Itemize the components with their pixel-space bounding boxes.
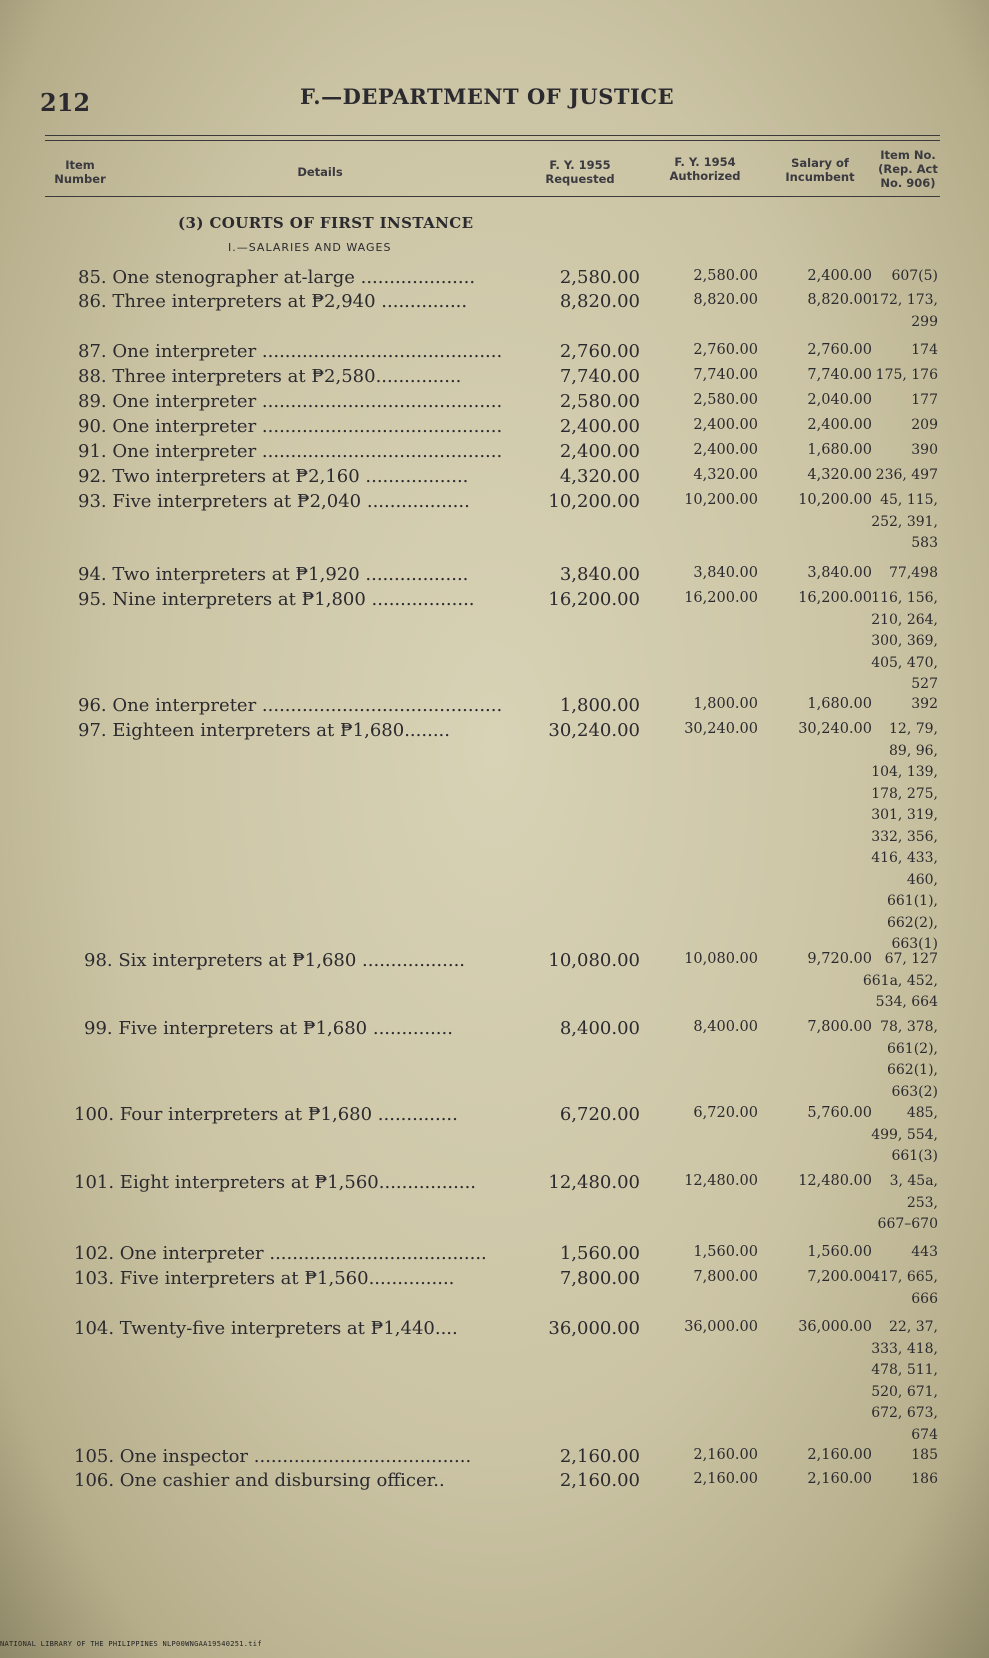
- row-authorized: 6,720.00: [693, 1105, 758, 1121]
- row-detail: 106. One cashier and disbursing officer..: [74, 1470, 445, 1491]
- row-salary: 2,760.00: [807, 342, 872, 358]
- row-salary: 30,240.00: [798, 721, 872, 737]
- row-requested: 30,240.00: [548, 720, 640, 741]
- row-authorized: 12,480.00: [684, 1173, 758, 1189]
- row-item-no: 172, 173, 299: [871, 292, 938, 330]
- row-item-no: 67, 127 661a, 452, 534, 664: [862, 951, 938, 1010]
- row-requested: 7,740.00: [559, 366, 640, 387]
- row-salary: 2,040.00: [807, 392, 872, 408]
- page-number: 212: [40, 88, 91, 117]
- row-requested: 6,720.00: [559, 1104, 640, 1125]
- row-detail: 96. One interpreter ..........................................: [78, 695, 503, 716]
- row-item-no: 175, 176: [875, 367, 938, 383]
- row-item-no: 607(5): [891, 268, 938, 284]
- row-salary: 7,800.00: [807, 1019, 872, 1035]
- row-detail: 85. One stenographer at-large ....................: [78, 267, 476, 288]
- row-requested: 2,580.00: [559, 391, 640, 412]
- row-salary: 2,400.00: [807, 417, 872, 433]
- row-salary: 7,200.00: [807, 1269, 872, 1285]
- row-detail: 94. Two interpreters at ₱1,920 ..................: [78, 564, 469, 585]
- row-item-no: 77,498: [889, 565, 938, 581]
- row-requested: 1,560.00: [559, 1243, 640, 1264]
- row-authorized: 7,800.00: [693, 1269, 758, 1285]
- row-item-no: 443: [911, 1244, 938, 1260]
- header-rule-top-2: [45, 140, 940, 141]
- row-detail: 99. Five interpreters at ₱1,680 ..............: [84, 1018, 453, 1039]
- row-detail: 88. Three interpreters at ₱2,580...............: [78, 366, 462, 387]
- row-salary: 1,560.00: [807, 1244, 872, 1260]
- row-detail: 98. Six interpreters at ₱1,680 ..................: [84, 950, 466, 971]
- row-authorized: 3,840.00: [693, 565, 758, 581]
- row-item-no: 174: [911, 342, 938, 358]
- row-authorized: 8,820.00: [693, 292, 758, 308]
- row-requested: 36,000.00: [548, 1318, 640, 1339]
- row-salary: 16,200.00: [798, 590, 872, 606]
- row-salary: 2,160.00: [807, 1447, 872, 1463]
- row-salary: 2,400.00: [807, 268, 872, 284]
- row-authorized: 2,580.00: [693, 268, 758, 284]
- section-title: (3) COURTS OF FIRST INSTANCE: [178, 214, 474, 232]
- row-detail: 102. One interpreter ......................................: [74, 1243, 487, 1264]
- row-authorized: 2,760.00: [693, 342, 758, 358]
- row-requested: 3,840.00: [559, 564, 640, 585]
- row-requested: 2,760.00: [559, 341, 640, 362]
- row-item-no: 390: [911, 442, 938, 458]
- row-detail: 105. One inspector ......................................: [74, 1446, 472, 1467]
- row-item-no: 485, 499, 554, 661(3): [871, 1105, 938, 1164]
- row-authorized: 2,400.00: [693, 442, 758, 458]
- row-detail: 93. Five interpreters at ₱2,040 ..................: [78, 491, 470, 512]
- row-item-no: 392: [911, 696, 938, 712]
- row-item-no: 3, 45a, 253, 667–670: [877, 1173, 938, 1232]
- row-item-no: 22, 37, 333, 418, 478, 511, 520, 671, 672, 673, 674: [871, 1319, 938, 1443]
- row-item-no: 78, 378, 661(2), 662(1), 663(2): [880, 1019, 938, 1100]
- row-salary: 3,840.00: [807, 565, 872, 581]
- row-detail: 95. Nine interpreters at ₱1,800 ..................: [78, 589, 475, 610]
- row-authorized: 30,240.00: [684, 721, 758, 737]
- row-item-no: 12, 79, 89, 96, 104, 139, 178, 275, 301, 319, 332, 356, 416, 433, 460, 661(1), 662(2), 663(1): [871, 721, 938, 952]
- row-authorized: 2,160.00: [693, 1447, 758, 1463]
- row-salary: 2,160.00: [807, 1471, 872, 1487]
- header-rule-bottom: [45, 196, 940, 197]
- row-salary: 36,000.00: [798, 1319, 872, 1335]
- row-item-no: 177: [911, 392, 938, 408]
- row-requested: 2,160.00: [559, 1446, 640, 1467]
- column-header-salary: Salary of Incumbent: [785, 156, 855, 184]
- row-item-no: 185: [911, 1447, 938, 1463]
- row-salary: 1,680.00: [807, 442, 872, 458]
- row-salary: 10,200.00: [798, 492, 872, 508]
- row-requested: 2,160.00: [559, 1470, 640, 1491]
- row-detail: 87. One interpreter ..........................................: [78, 341, 503, 362]
- row-salary: 9,720.00: [807, 951, 872, 967]
- row-requested: 8,400.00: [559, 1018, 640, 1039]
- header-rule-top: [45, 135, 940, 136]
- row-authorized: 2,580.00: [693, 392, 758, 408]
- row-requested: 16,200.00: [548, 589, 640, 610]
- row-detail: 104. Twenty-five interpreters at ₱1,440....: [74, 1318, 458, 1339]
- row-authorized: 16,200.00: [684, 590, 758, 606]
- row-detail: 103. Five interpreters at ₱1,560...............: [74, 1268, 455, 1289]
- row-detail: 89. One interpreter ..........................................: [78, 391, 503, 412]
- row-requested: 12,480.00: [548, 1172, 640, 1193]
- row-detail: 100. Four interpreters at ₱1,680 ..............: [74, 1104, 458, 1125]
- row-item-no: 45, 115, 252, 391, 583: [871, 492, 938, 551]
- row-requested: 10,200.00: [548, 491, 640, 512]
- row-item-no: 209: [911, 417, 938, 433]
- row-requested: 2,400.00: [559, 441, 640, 462]
- column-header-item-no: Item No. (Rep. Act No. 906): [878, 148, 938, 190]
- column-header-details: Details: [297, 165, 343, 179]
- row-item-no: 186: [911, 1471, 938, 1487]
- row-authorized: 2,160.00: [693, 1471, 758, 1487]
- row-requested: 7,800.00: [559, 1268, 640, 1289]
- row-salary: 4,320.00: [807, 467, 872, 483]
- row-salary: 7,740.00: [807, 367, 872, 383]
- scan-footer: NATIONAL LIBRARY OF THE PHILIPPINES NLP00WNGAA19540251.tif: [0, 1640, 262, 1648]
- row-requested: 2,580.00: [559, 267, 640, 288]
- department-title: F.—DEPARTMENT OF JUSTICE: [300, 84, 675, 109]
- row-authorized: 1,800.00: [693, 696, 758, 712]
- row-requested: 1,800.00: [559, 695, 640, 716]
- row-authorized: 7,740.00: [693, 367, 758, 383]
- row-salary: 1,680.00: [807, 696, 872, 712]
- row-authorized: 10,080.00: [684, 951, 758, 967]
- column-header-authorized: F. Y. 1954 Authorized: [669, 155, 741, 183]
- row-salary: 8,820.00: [807, 292, 872, 308]
- row-salary: 12,480.00: [798, 1173, 872, 1189]
- row-requested: 4,320.00: [559, 466, 640, 487]
- row-authorized: 1,560.00: [693, 1244, 758, 1260]
- section-subtitle: I.—SALARIES AND WAGES: [228, 241, 392, 254]
- row-authorized: 2,400.00: [693, 417, 758, 433]
- row-requested: 10,080.00: [548, 950, 640, 971]
- row-detail: 92. Two interpreters at ₱2,160 ..................: [78, 466, 469, 487]
- row-salary: 5,760.00: [807, 1105, 872, 1121]
- row-requested: 8,820.00: [559, 291, 640, 312]
- row-detail: 91. One interpreter ..........................................: [78, 441, 503, 462]
- row-detail: 86. Three interpreters at ₱2,940 ...............: [78, 291, 468, 312]
- row-authorized: 10,200.00: [684, 492, 758, 508]
- row-detail: 101. Eight interpreters at ₱1,560.................: [74, 1172, 477, 1193]
- row-authorized: 8,400.00: [693, 1019, 758, 1035]
- row-item-no: 236, 497: [875, 467, 938, 483]
- row-requested: 2,400.00: [559, 416, 640, 437]
- row-authorized: 36,000.00: [684, 1319, 758, 1335]
- row-detail: 97. Eighteen interpreters at ₱1,680........: [78, 720, 450, 741]
- row-authorized: 4,320.00: [693, 467, 758, 483]
- row-item-no: 417, 665, 666: [871, 1269, 938, 1307]
- column-header-requested: F. Y. 1955 Requested: [545, 158, 615, 186]
- column-header-item-number: Item Number: [54, 158, 106, 186]
- row-item-no: 116, 156, 210, 264, 300, 369, 405, 470, 527: [871, 590, 938, 692]
- row-detail: 90. One interpreter ..........................................: [78, 416, 503, 437]
